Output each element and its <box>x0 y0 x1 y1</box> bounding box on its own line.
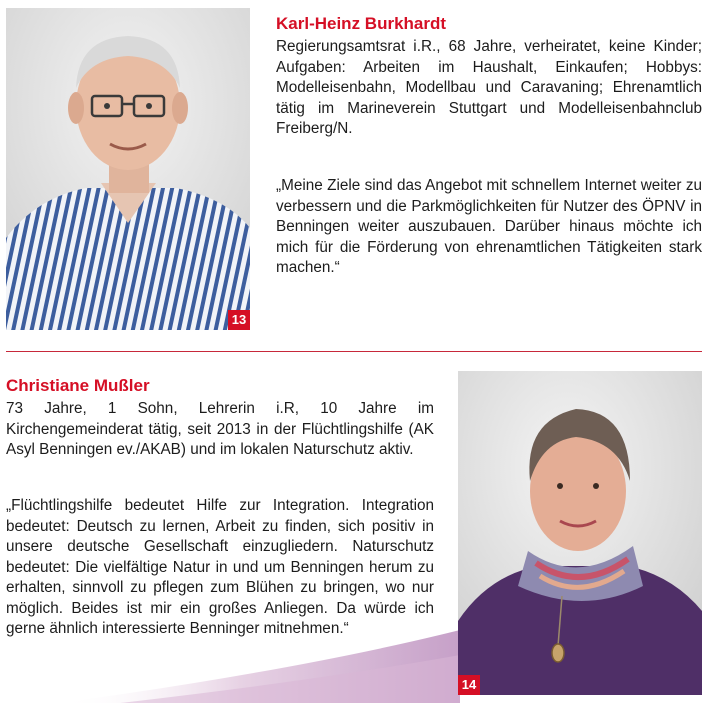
candidate-name: Karl-Heinz Burkhardt <box>276 14 447 33</box>
candidate-number-badge: 13 <box>228 310 250 330</box>
candidate-quote: „Flüchtlingshilfe bedeutet Hilfe zur Integration. Integration bedeutet: Deutsch zu lernen, Arbeit zu finden, sich positiv in unsere deutsche Gesellschaft einzugliedern. Naturschutz bedeutet: Die vielfältige Natur in und um Benningen herum zu erhalten, sinnvoll zu pflegen zum Blühen zu bringen, wo nur möglich. Beides ist mir ein großes Anliegen. Da würde ich gerne ähnlich interessierte Benninger mitnehmen.“ <box>6 497 434 637</box>
candidate-name: Christiane Mußler <box>6 376 150 395</box>
candidate-quote: „Meine Ziele sind das Angebot mit schnellem Internet weiter zu verbessern und die Parkmöglichkeiten für Nutzer des ÖPNV in Benningen weiter auszubauen. Darüber hinaus möchte ich mich für die Förderung von ehrenamtlichen Tätigkeiten stark machen.“ <box>276 177 702 276</box>
candidate-number-badge: 14 <box>458 675 480 695</box>
section-divider <box>6 351 702 352</box>
candidate-bio: 73 Jahre, 1 Sohn, Lehrerin i.R, 10 Jahre im Kirchengemeinderat tätig, seit 2013 in der Flüchtlingshilfe (AK Asyl Benningen ev./AKAB) und im lokalen Naturschutz aktiv. <box>6 400 434 458</box>
candidate-bio: Regierungsamtsrat i.R., 68 Jahre, verheiratet, keine Kinder; Aufgaben: Arbeiten im Haushalt, Einkaufen; Hobbys: Modelleisenbahn, Modellbau und Caravaning; Ehrenamtlich tätig im Marineverein Stuttgart und Modelleisenbahnclub Freiberg/N. <box>276 38 702 137</box>
portrait-christiane-mussler <box>458 371 702 695</box>
portrait-karl-heinz-burkhardt <box>6 8 250 330</box>
